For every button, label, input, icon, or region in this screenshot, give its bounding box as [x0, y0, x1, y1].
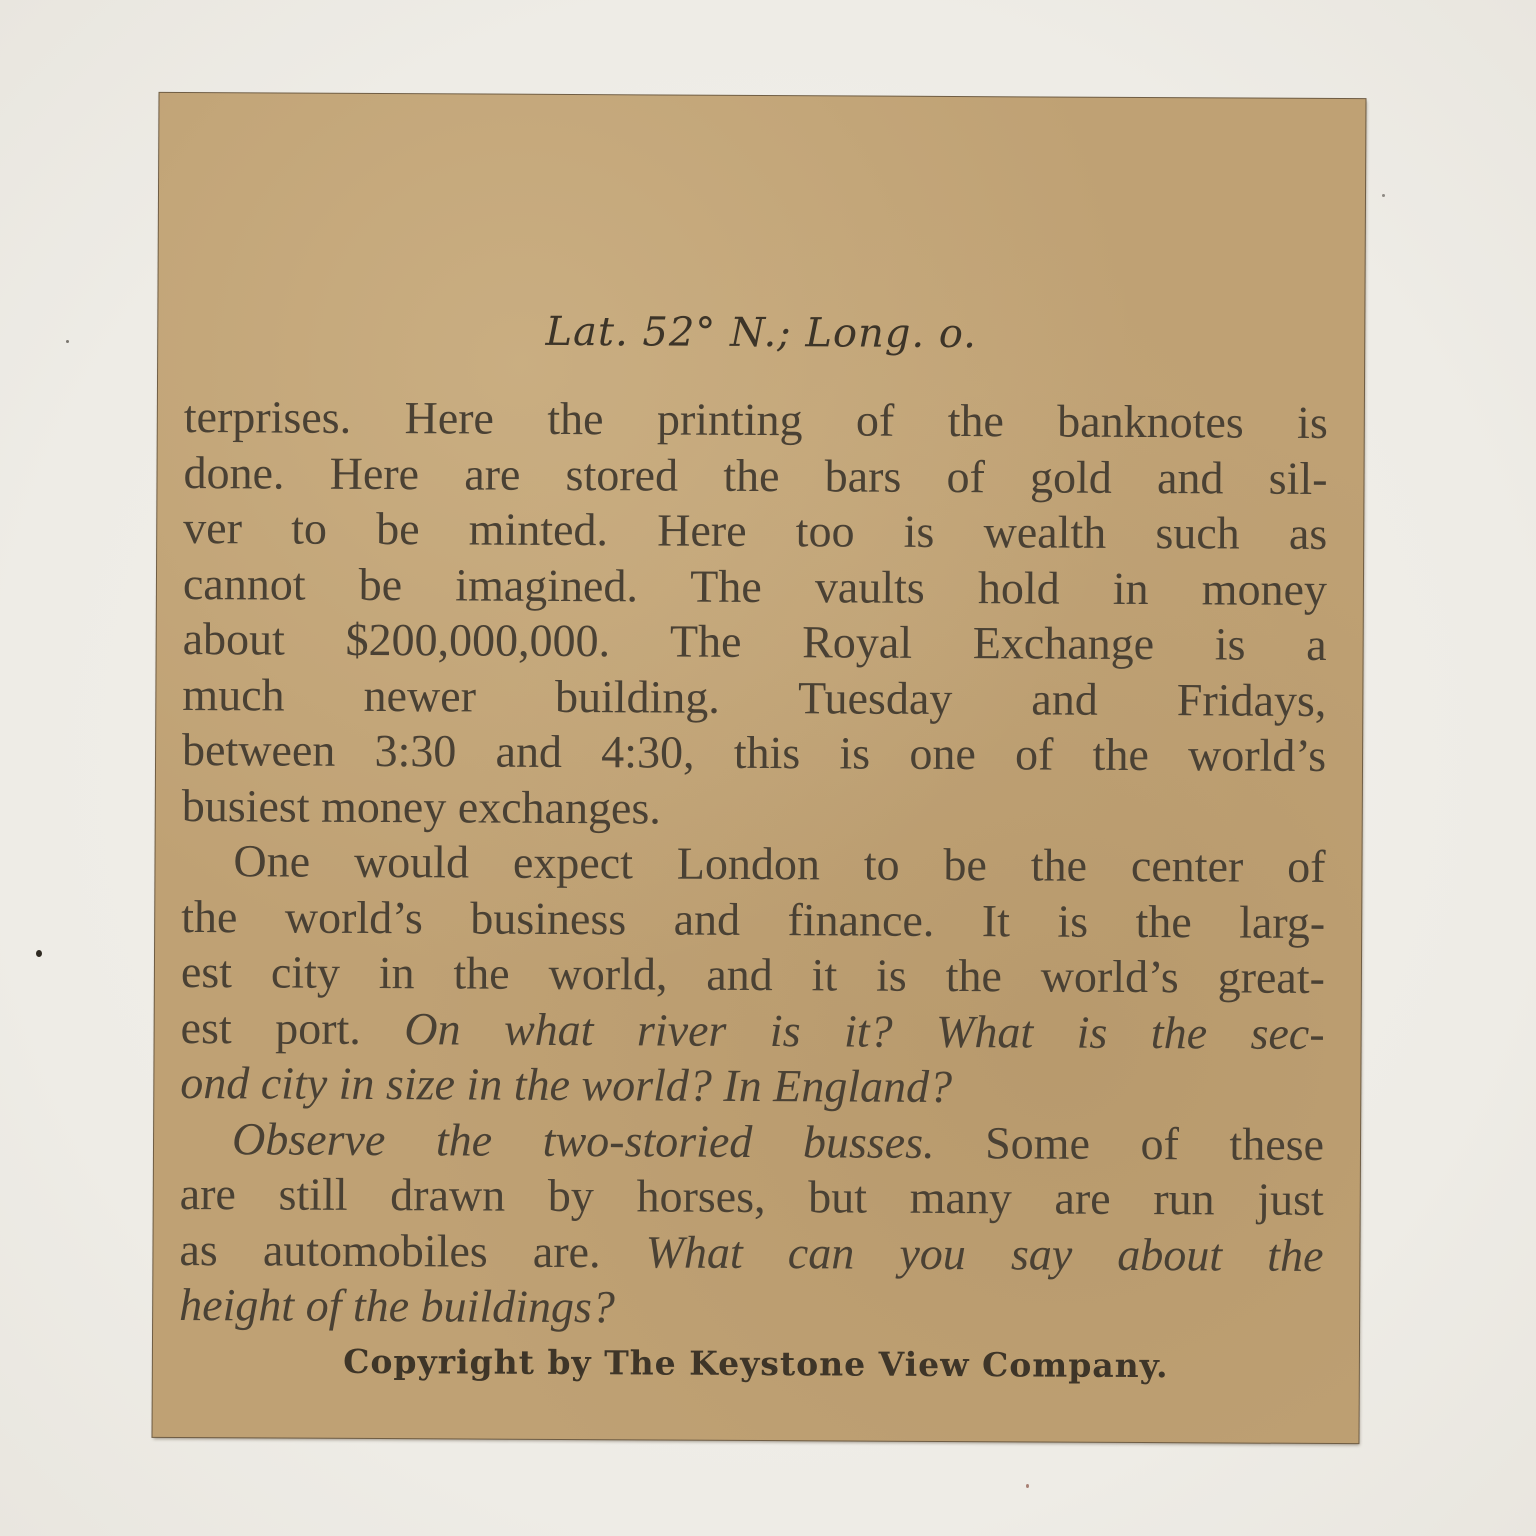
text-segment: done. Here are stored the bars of gold and sil- — [183, 446, 1328, 504]
text-paragraph — [180, 833, 1325, 1116]
text-paragraph — [179, 1110, 1324, 1338]
text-line — [181, 833, 1325, 894]
text-segment: busiest money exchanges. — [181, 779, 661, 833]
text-line — [180, 1055, 1324, 1116]
stereograph-card-back — [152, 93, 1365, 1443]
italic-question-text: ond city in size in the world? In England? — [180, 1056, 953, 1113]
text-line — [182, 666, 1326, 727]
text-line — [183, 555, 1327, 616]
italic-question-text: height of the buildings? — [179, 1278, 616, 1333]
text-line — [179, 1221, 1323, 1282]
text-line — [180, 1110, 1324, 1171]
text-segment: terprises. Here the printing of the banknotes is — [183, 390, 1328, 448]
text-segment: est city in the world, and it is the world’s great- — [180, 945, 1326, 1003]
card-content — [152, 93, 1365, 1443]
dust-speck — [1382, 194, 1385, 197]
text-line — [183, 444, 1327, 505]
text-line — [182, 777, 1326, 838]
text-line — [183, 500, 1327, 561]
text-segment: ver to be minted. Here too is wealth such as — [183, 501, 1328, 559]
text-line — [182, 722, 1326, 783]
text-segment: Some of these — [934, 1116, 1325, 1170]
italic-question-text: What can you say about the — [645, 1225, 1324, 1281]
text-segment: as automobiles are. — [179, 1223, 646, 1277]
text-line — [180, 1166, 1324, 1227]
italic-question-text: On what river is it? What is the sec- — [404, 1002, 1325, 1059]
text-line — [179, 1277, 1323, 1338]
text-segment: about $200,000,000. The Royal Exchange is a — [182, 612, 1327, 670]
text-line — [181, 888, 1325, 949]
coordinates-heading: Lat. 52° N.; Long. o. — [545, 308, 978, 358]
copyright-notice: Copyright by The Keystone View Company. — [343, 1341, 1169, 1386]
text-segment: between 3:30 and 4:30, this is one of the world’s — [181, 723, 1327, 781]
text-line — [184, 389, 1328, 450]
card-description-text — [179, 389, 1328, 1338]
italic-question-text: Observe the two-storied busses. — [231, 1112, 935, 1168]
text-line — [180, 999, 1324, 1060]
text-line — [181, 944, 1325, 1005]
dust-speck — [1026, 1484, 1029, 1488]
text-segment: are still drawn by horses, but many are run just — [179, 1167, 1324, 1225]
text-segment: cannot be imagined. The vaults hold in money — [182, 557, 1328, 615]
text-line — [183, 611, 1327, 672]
dust-speck — [36, 950, 42, 957]
text-segment: est port. — [180, 1001, 405, 1054]
text-paragraph — [182, 389, 1328, 839]
text-segment: the world’s business and finance. It is the larg- — [181, 890, 1326, 948]
text-segment: much newer building. Tuesday and Fridays, — [182, 668, 1327, 726]
text-segment: One would expect London to be the center of — [233, 835, 1326, 892]
dust-speck — [66, 340, 69, 343]
